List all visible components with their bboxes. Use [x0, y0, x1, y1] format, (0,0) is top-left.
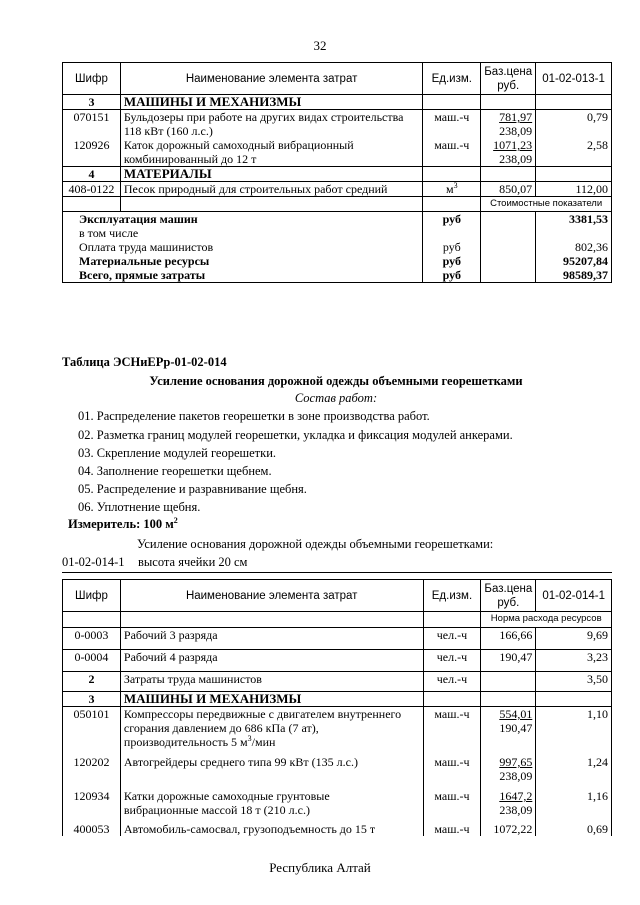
table-row: 0-0003 Рабочий 3 разряда чел.-ч 166,66 9,69: [63, 628, 612, 650]
work-item: 02. Разметка границ модулей георешетки, укладка и фиксация модулей анкерами.: [78, 428, 513, 442]
table-row: 120202 Автогрейдеры среднего типа 99 кВт (135 л.с.) маш.-ч 997,65 238,09 1,24: [63, 749, 612, 783]
meter-label: Измеритель: 100 $м^2$: [68, 515, 178, 531]
work-item: 03. Скрепление модулей георешетки.: [78, 446, 277, 460]
cost-row: Оплата труда машинистов руб 802,36: [63, 240, 612, 254]
work-item: 01. Распределение пакетов георешетки в зоне производства работ.: [78, 409, 430, 423]
section-subtitle: Усиление основания дорожной одежды объемными георешетками: [149, 374, 523, 388]
cost-row: Материальные ресурсы руб 95207,84: [63, 254, 612, 268]
table-row: 120926 Каток дорожный самоходный вибрационный комбинированный до 12 т маш.-ч 1071,23 238,09 2,58: [63, 138, 612, 167]
table-header: [63, 63, 612, 95]
header-unit: Ед.изм.: [423, 580, 481, 612]
table-row: 400053 Автомобиль-самосвал, грузоподъемность до 15 т маш.-ч 1072,22 0,69: [63, 817, 612, 836]
work-item: 06. Уплотнение щебня.: [78, 500, 201, 514]
cost-row: Эксплуатация машин руб 3381,53: [63, 212, 612, 227]
table-row: 0-0004 Рабочий 4 разряда чел.-ч 190,47 3,23: [63, 650, 612, 672]
header-code: Шифр: [63, 63, 121, 95]
table-row: 2 Затраты труда машинистов чел.-ч 3,50: [63, 672, 612, 692]
table-row: 120934 Катки дорожные самоходные грунтовые вибрационные массой 18 т (210 л.с.) маш.-ч 1647,2 238,09 1,16: [63, 783, 612, 817]
section-row-machines: 3 МАШИНЫ И МЕХАНИЗМЫ: [63, 95, 612, 110]
cost-row: в том числе: [63, 226, 612, 240]
header-unit: Ед.изм.: [423, 63, 481, 95]
norm-detail: высота ячейки 20 см: [138, 555, 248, 569]
table-row: 070151 Бульдозеры при работе на других видах строительства 118 кВт (160 л.с.) маш.-ч 781,97 238,09 0,79: [63, 110, 612, 139]
cost-header-row: Стоимостные показатели: [63, 197, 612, 212]
divider: [62, 572, 612, 573]
work-item: 05. Распределение и разравнивание щебня.: [78, 482, 307, 496]
header-price: Баз.цена руб.: [481, 580, 536, 612]
header-norm: 01-02-014-1: [536, 580, 612, 612]
header-norm: 01-02-013-1: [536, 63, 612, 95]
page-number: 32: [313, 38, 327, 53]
resource-table-2: [62, 579, 612, 836]
section-row-materials: 4 МАТЕРИАЛЫ: [63, 167, 612, 182]
norm-code: 01-02-014-1: [62, 555, 125, 569]
work-item: 04. Заполнение георешетки щебнем.: [78, 464, 272, 478]
cost-row: Всего, прямые затраты руб 98589,37: [63, 268, 612, 283]
header-name: Наименование элемента затрат: [120, 63, 422, 95]
table-header: [63, 580, 612, 612]
header-name: Наименование элемента затрат: [120, 580, 423, 612]
table-row: 408-0122 Песок природный для строительных работ средний $м^3$ 850,07 112,00: [63, 182, 612, 197]
header-code: Шифр: [63, 580, 121, 612]
norm-header-row: Норма расхода ресурсов: [63, 612, 612, 628]
resource-table-1: [62, 62, 612, 283]
table-title: Таблица ЭСНиЕРр-01-02-014: [62, 355, 227, 369]
section-row-machines: 3 МАШИНЫ И МЕХАНИЗМЫ: [63, 692, 612, 707]
table-row: 050101 Компрессоры передвижные с двигателем внутреннего сгорания давлением до 686 кПа (7 ат), производительность 5 $м^3$/мин маш.-ч 554,01 190,47 1,10: [63, 707, 612, 750]
norm-description: Усиление основания дорожной одежды объемными георешетками:: [137, 537, 494, 551]
work-composition-label: Состав работ:: [294, 391, 378, 405]
footer-region: Республика Алтай: [269, 860, 371, 875]
header-price: Баз.цена руб.: [481, 63, 536, 95]
